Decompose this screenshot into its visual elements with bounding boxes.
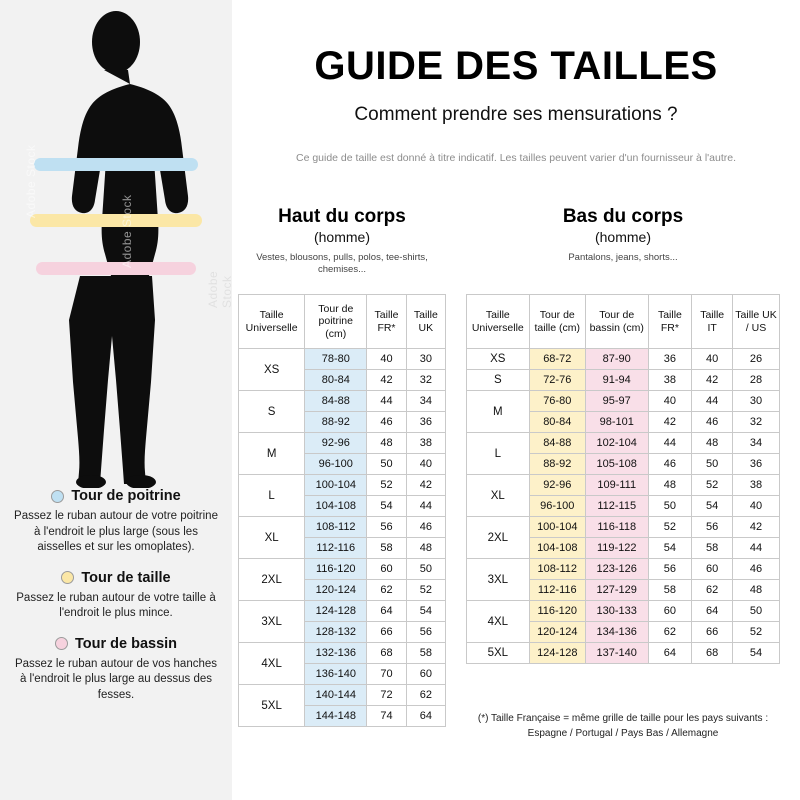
cell-uk: 40 — [406, 454, 445, 475]
cell-uk-us: 36 — [733, 454, 780, 475]
cell-waist: 72-76 — [529, 370, 585, 391]
cell-uk-us: 30 — [733, 391, 780, 412]
cell-it: 44 — [692, 391, 733, 412]
cell-it: 58 — [692, 538, 733, 559]
chest-band — [34, 158, 198, 171]
cell-chest: 116-120 — [305, 559, 367, 580]
cell-fr: 40 — [367, 349, 406, 370]
cell-waist: 88-92 — [529, 454, 585, 475]
cell-chest: 140-144 — [305, 685, 367, 706]
cell-chest: 100-104 — [305, 475, 367, 496]
cell-uk-us: 50 — [733, 601, 780, 622]
cell-size: S — [467, 370, 530, 391]
cell-uk-us: 44 — [733, 538, 780, 559]
table-row — [239, 601, 446, 622]
cell-fr: 42 — [648, 412, 692, 433]
upper-body-table-wrap — [238, 294, 446, 727]
cell-fr: 54 — [648, 538, 692, 559]
cell-uk: 56 — [406, 622, 445, 643]
cell-waist: 100-104 — [529, 517, 585, 538]
cell-chest: 132-136 — [305, 643, 367, 664]
cell-size: M — [467, 391, 530, 433]
cell-waist: 76-80 — [529, 391, 585, 412]
table-subtitle: (homme) — [313, 229, 370, 245]
footnote: (*) Taille Française = même grille de taille pour les pays suivants : Espagne / Portugal / Pays Bas / Allemagne — [477, 713, 769, 739]
col-universal-size: Taille Universelle — [467, 295, 530, 349]
cell-waist: 68-72 — [529, 349, 585, 370]
col-fr: Taille FR* — [648, 295, 692, 349]
cell-uk: 32 — [406, 370, 445, 391]
cell-fr: 46 — [648, 454, 692, 475]
legend-item-chest — [14, 488, 218, 556]
cell-fr: 36 — [648, 349, 692, 370]
cell-chest: 80-84 — [305, 370, 367, 391]
cell-chest: 88-92 — [305, 412, 367, 433]
disclaimer-text: Ce guide de taille est donné à titre indicatif. Les tailles peuvent varier d'un fournisseur à l'autre. — [295, 152, 736, 164]
table-row — [467, 559, 780, 580]
lower-body-table-wrap — [466, 294, 780, 664]
col-fr: Taille FR* — [367, 295, 406, 349]
cell-fr: 46 — [367, 412, 406, 433]
table-header-row — [467, 295, 780, 349]
page-subtitle: Comment prendre ses mensurations ? — [354, 104, 678, 125]
cell-uk: 30 — [406, 349, 445, 370]
male-silhouette-icon — [26, 8, 206, 488]
cell-size: 2XL — [239, 559, 305, 601]
hips-color-dot-icon — [55, 637, 68, 650]
cell-fr: 56 — [367, 517, 406, 538]
body-figure — [0, 8, 232, 488]
cell-fr: 44 — [648, 433, 692, 454]
cell-fr: 48 — [367, 433, 406, 454]
cell-uk-us: 28 — [733, 370, 780, 391]
cell-uk-us: 40 — [733, 496, 780, 517]
cell-fr: 50 — [648, 496, 692, 517]
cell-fr: 42 — [367, 370, 406, 391]
legend-item-hips — [14, 636, 218, 704]
cell-uk: 42 — [406, 475, 445, 496]
col-chest: Tour de poitrine (cm) — [305, 295, 367, 349]
cell-waist: 96-100 — [529, 496, 585, 517]
legend-description: Passez le ruban autour de vos hanches à l'endroit le plus large au dessus des fesses. — [14, 657, 218, 701]
cell-fr: 52 — [367, 475, 406, 496]
cell-uk-us: 32 — [733, 412, 780, 433]
cell-chest: 84-88 — [305, 391, 367, 412]
cell-fr: 66 — [367, 622, 406, 643]
table-row — [467, 475, 780, 496]
cell-hips: 105-108 — [585, 454, 648, 475]
cell-fr: 52 — [648, 517, 692, 538]
table-row — [239, 685, 446, 706]
table-row — [239, 517, 446, 538]
cell-it: 40 — [692, 349, 733, 370]
waist-color-dot-icon — [61, 571, 74, 584]
cell-fr: 48 — [648, 475, 692, 496]
cell-uk-us: 52 — [733, 622, 780, 643]
cell-chest: 112-116 — [305, 538, 367, 559]
cell-size: XS — [467, 349, 530, 370]
cell-fr: 68 — [367, 643, 406, 664]
cell-chest: 104-108 — [305, 496, 367, 517]
cell-it: 68 — [692, 643, 733, 664]
cell-fr: 70 — [367, 664, 406, 685]
cell-fr: 62 — [367, 580, 406, 601]
table-row — [239, 559, 446, 580]
cell-uk: 50 — [406, 559, 445, 580]
cell-uk: 54 — [406, 601, 445, 622]
table-header-row — [239, 295, 446, 349]
cell-fr: 72 — [367, 685, 406, 706]
cell-uk: 62 — [406, 685, 445, 706]
cell-waist: 92-96 — [529, 475, 585, 496]
cell-uk-us: 26 — [733, 349, 780, 370]
cell-it: 42 — [692, 370, 733, 391]
col-hips: Tour de bassin (cm) — [585, 295, 648, 349]
page-title: GUIDE DES TAILLES — [314, 44, 718, 88]
upper-body-table — [238, 294, 446, 727]
legend-title: Tour de poitrine — [71, 488, 181, 504]
cell-size: M — [239, 433, 305, 475]
table-row — [467, 643, 780, 664]
cell-uk-us: 46 — [733, 559, 780, 580]
col-uk-us: Taille UK / US — [733, 295, 780, 349]
measurement-legend — [0, 488, 232, 717]
cell-uk: 38 — [406, 433, 445, 454]
table-row — [239, 475, 446, 496]
cell-size: XS — [239, 349, 305, 391]
cell-waist: 124-128 — [529, 643, 585, 664]
cell-fr: 44 — [367, 391, 406, 412]
legend-item-waist — [14, 570, 218, 622]
watermark: Adobe Stock — [206, 270, 234, 308]
cell-hips: 87-90 — [585, 349, 648, 370]
upper-body-block — [238, 206, 446, 277]
cell-size: 4XL — [467, 601, 530, 643]
cell-uk-us: 34 — [733, 433, 780, 454]
table-description: Pantalons, jeans, shorts... — [568, 252, 678, 263]
cell-hips: 98-101 — [585, 412, 648, 433]
table-row — [467, 370, 780, 391]
watermark: Adobe Stock — [24, 144, 38, 218]
cell-fr: 74 — [367, 706, 406, 727]
cell-fr: 58 — [367, 538, 406, 559]
cell-it: 54 — [692, 496, 733, 517]
cell-chest: 108-112 — [305, 517, 367, 538]
cell-size: XL — [467, 475, 530, 517]
cell-waist: 120-124 — [529, 622, 585, 643]
hips-band — [36, 262, 196, 275]
cell-uk: 36 — [406, 412, 445, 433]
legend-description: Passez le ruban autour de votre taille à l'endroit le plus mince. — [16, 591, 216, 620]
cell-uk-us: 54 — [733, 643, 780, 664]
table-title: Haut du corps — [278, 206, 406, 227]
cell-uk-us: 42 — [733, 517, 780, 538]
cell-hips: 134-136 — [585, 622, 648, 643]
table-row — [239, 433, 446, 454]
cell-it: 66 — [692, 622, 733, 643]
cell-it: 46 — [692, 412, 733, 433]
cell-uk: 58 — [406, 643, 445, 664]
waist-band — [30, 214, 202, 227]
cell-fr: 62 — [648, 622, 692, 643]
table-row — [467, 601, 780, 622]
col-it: Taille IT — [692, 295, 733, 349]
cell-hips: 112-115 — [585, 496, 648, 517]
cell-size: L — [239, 475, 305, 517]
cell-hips: 137-140 — [585, 643, 648, 664]
cell-fr: 54 — [367, 496, 406, 517]
cell-chest: 92-96 — [305, 433, 367, 454]
cell-it: 64 — [692, 601, 733, 622]
cell-fr: 56 — [648, 559, 692, 580]
cell-chest: 128-132 — [305, 622, 367, 643]
cell-size: 5XL — [239, 685, 305, 727]
table-title: Bas du corps — [562, 206, 684, 227]
cell-uk: 34 — [406, 391, 445, 412]
cell-it: 50 — [692, 454, 733, 475]
cell-fr: 50 — [367, 454, 406, 475]
lower-body-table-body — [467, 349, 780, 664]
cell-size: XL — [239, 517, 305, 559]
col-universal-size: Taille Universelle — [239, 295, 305, 349]
cell-fr: 40 — [648, 391, 692, 412]
cell-waist: 104-108 — [529, 538, 585, 559]
cell-it: 62 — [692, 580, 733, 601]
table-row — [467, 517, 780, 538]
cell-chest: 96-100 — [305, 454, 367, 475]
cell-waist: 112-116 — [529, 580, 585, 601]
left-panel — [0, 0, 232, 800]
cell-hips: 116-118 — [585, 517, 648, 538]
cell-uk: 46 — [406, 517, 445, 538]
cell-hips: 123-126 — [585, 559, 648, 580]
legend-description: Passez le ruban autour de votre poitrine à l'endroit le plus large (sous les aisselles et sur les omoplates). — [14, 510, 218, 554]
lower-body-block — [466, 206, 780, 264]
cell-size: S — [239, 391, 305, 433]
cell-waist: 108-112 — [529, 559, 585, 580]
cell-chest: 120-124 — [305, 580, 367, 601]
cell-it: 56 — [692, 517, 733, 538]
lower-body-table — [466, 294, 780, 664]
table-row — [467, 391, 780, 412]
cell-size: 5XL — [467, 643, 530, 664]
cell-waist: 84-88 — [529, 433, 585, 454]
cell-uk-us: 48 — [733, 580, 780, 601]
cell-uk: 64 — [406, 706, 445, 727]
cell-uk-us: 38 — [733, 475, 780, 496]
cell-chest: 78-80 — [305, 349, 367, 370]
legend-title: Tour de taille — [81, 569, 171, 586]
cell-size: L — [467, 433, 530, 475]
legend-title: Tour de bassin — [74, 635, 178, 652]
cell-hips: 102-104 — [585, 433, 648, 454]
table-row — [467, 349, 780, 370]
table-description: Vestes, blousons, pulls, polos, tee-shirts, chemises... — [256, 252, 428, 276]
table-row — [239, 349, 446, 370]
cell-it: 60 — [692, 559, 733, 580]
upper-body-table-body — [239, 349, 446, 727]
cell-waist: 80-84 — [529, 412, 585, 433]
cell-chest: 144-148 — [305, 706, 367, 727]
table-row — [239, 643, 446, 664]
cell-size: 3XL — [467, 559, 530, 601]
table-row — [467, 433, 780, 454]
cell-uk: 60 — [406, 664, 445, 685]
cell-hips: 91-94 — [585, 370, 648, 391]
col-uk: Taille UK — [406, 295, 445, 349]
cell-uk: 52 — [406, 580, 445, 601]
cell-hips: 127-129 — [585, 580, 648, 601]
cell-fr: 60 — [648, 601, 692, 622]
table-subtitle: (homme) — [594, 229, 651, 245]
cell-uk: 48 — [406, 538, 445, 559]
cell-fr: 60 — [367, 559, 406, 580]
cell-chest: 124-128 — [305, 601, 367, 622]
cell-hips: 95-97 — [585, 391, 648, 412]
cell-waist: 116-120 — [529, 601, 585, 622]
cell-hips: 109-111 — [585, 475, 648, 496]
table-row — [239, 391, 446, 412]
cell-chest: 136-140 — [305, 664, 367, 685]
cell-size: 3XL — [239, 601, 305, 643]
col-waist: Tour de taille (cm) — [529, 295, 585, 349]
cell-uk: 44 — [406, 496, 445, 517]
cell-size: 4XL — [239, 643, 305, 685]
cell-fr: 64 — [648, 643, 692, 664]
cell-hips: 130-133 — [585, 601, 648, 622]
cell-it: 48 — [692, 433, 733, 454]
cell-fr: 64 — [367, 601, 406, 622]
cell-it: 52 — [692, 475, 733, 496]
cell-size: 2XL — [467, 517, 530, 559]
watermark: Adobe Stock — [120, 194, 134, 268]
chest-color-dot-icon — [51, 490, 64, 503]
cell-fr: 58 — [648, 580, 692, 601]
cell-fr: 38 — [648, 370, 692, 391]
cell-hips: 119-122 — [585, 538, 648, 559]
